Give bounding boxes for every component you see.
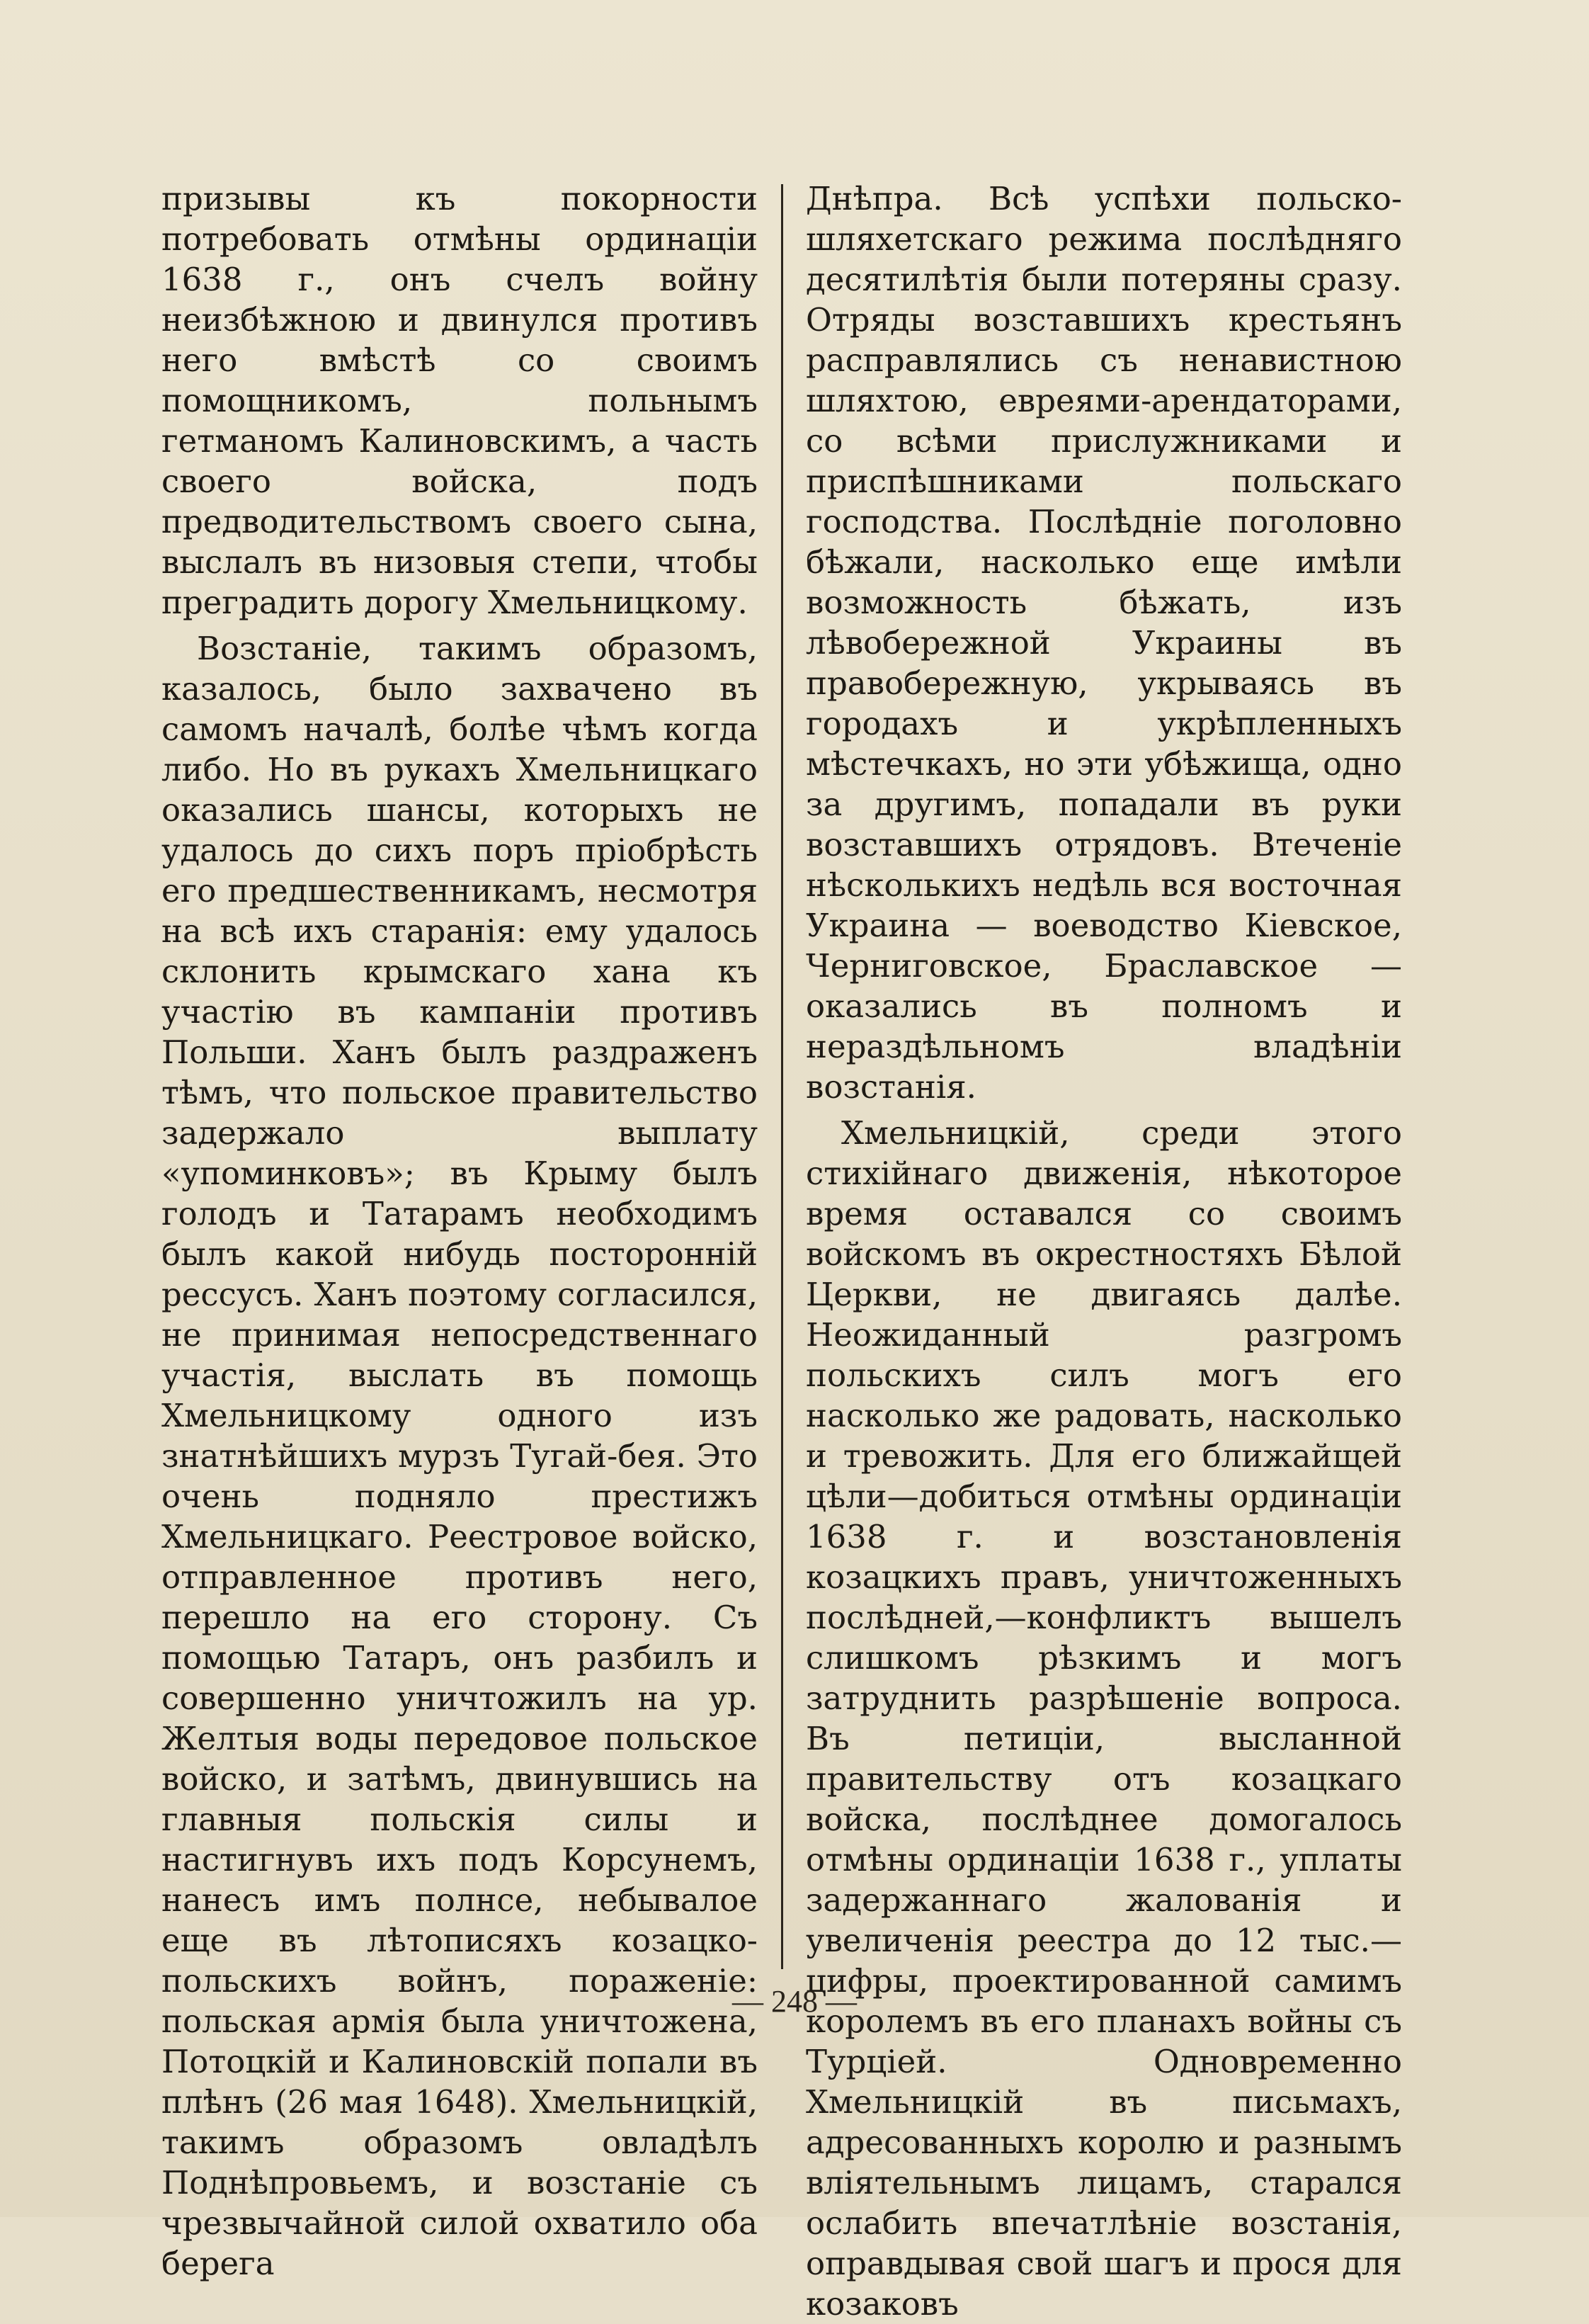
column-divider bbox=[781, 184, 783, 1969]
left-paragraph-2: Возстаніе, такимъ образомъ, казалось, было захвачено въ самомъ началѣ, болѣе чѣмъ когда либо. Но въ рукахъ Хмельницкаго оказались шансы, которыхъ не удалось до сихъ поръ пріобрѣсть его предшественникамъ, несмотря на всѣ ихъ старанія: ему удалось склонить крымскаго хана къ участію въ кампаніи противъ Польши. Ханъ былъ раздраженъ тѣмъ, что польское правительство задержало выплату «упоминковъ»; въ Крыму былъ голодъ и Татарамъ необходимъ былъ какой нибудь посторонній рессусъ. Ханъ поэтому согласился, не принимая непосредственнаго участія, выслать въ помощь Хмельницкому одного изъ знатнѣйшихъ мурзъ Тугай-бея. Это очень подняло престижъ Хмельницкаго. Реестровое войско, отправленное противъ него, перешло на его сторону. Съ помощью Татаръ, онъ разбилъ и совершенно уничтожилъ на ур. Желтыя воды передовое польское войско, и затѣмъ, двинувшись на главныя польскія силы и настигнувъ ихъ подъ Корсунемъ, нанесъ имъ полнсе, небывалое еще въ лѣтописяхъ козацко-польскихъ войнъ, пораженіе: польская армія была уничтожена, Потоцкій и Калиновскій попали въ плѣнъ (26 мая 1648). Хмельницкій, такимъ образомъ овладѣлъ Поднѣпровьемъ, и возстаніе съ чрезвычайной силой охватило оба берега bbox=[161, 630, 758, 2282]
right-text-column bbox=[806, 178, 1402, 2323]
right-paragraph-2: Хмельницкій, среди этого стихійнаго движенія, нѣкоторое время оставался со своимъ войскомъ въ окрестностяхъ Бѣлой Церкви, не двигаясь далѣе. Неожиданный разгромъ польскихъ силъ могъ его насколько же радовать, насколько и тревожить. Для его ближайщей цѣли—добиться отмѣны ординаціи 1638 г. и возстановленія козацкихъ правъ, уничтоженныхъ послѣдней,—конфликтъ вышелъ слишкомъ рѣзкимъ и могъ затруднить разрѣшеніе вопроса. Въ петиціи, высланной правительству отъ козацкаго войска, послѣднее домогалось отмѣны ординаціи 1638 г., уплаты задержаннаго жалованія и увеличенія реестра до 12 тыс.—цифры, проектированной самимъ королемъ въ его планахъ войны съ Турціей. Одновременно Хмельницкій въ письмахъ, адресованныхъ королю и разнымъ вліятельнымъ лицамъ, старался ослабить впечатлѣніе возстанія, оправдывая свой шагъ и прося для козаковъ bbox=[806, 1114, 1402, 2323]
page-number: — 248 — bbox=[732, 1984, 857, 2019]
left-text-column bbox=[161, 178, 758, 2282]
right-paragraph-1: Днѣпра. Всѣ успѣхи польско-шляхетскаго режима послѣдняго десятилѣтія были потеряны сразу. Отряды возставшихъ крестьянъ расправлялись съ ненавистною шляхтою, евреями-арендаторами, со всѣми прислужниками и приспѣшниками польскаго господства. Послѣдніе поголовно бѣжали, насколько еще имѣли возможность бѣжать, изъ лѣвобережной Украины въ правобережную, укрываясь въ городахъ и укрѣпленныхъ мѣстечкахъ, но эти убѣжища, одно за другимъ, попадали въ руки возставшихъ отрядовъ. Втеченіе нѣсколькихъ недѣль вся восточная Украина — воеводство Кіевское, Черниговское, Браславское — оказались въ полномъ и нераздѣльномъ владѣніи возстанія. bbox=[806, 180, 1402, 1106]
left-paragraph-1: призывы къ покорности потребовать отмѣны ординаціи 1638 г., онъ счелъ войну неизбѣжною и двинулся противъ него вмѣстѣ со своимъ помощникомъ, польнымъ гетманомъ Калиновскимъ, а часть своего войска, подъ предводительствомъ своего сына, выслалъ въ низовыя степи, чтобы преградить дорогу Хмельницкому. bbox=[161, 180, 758, 621]
